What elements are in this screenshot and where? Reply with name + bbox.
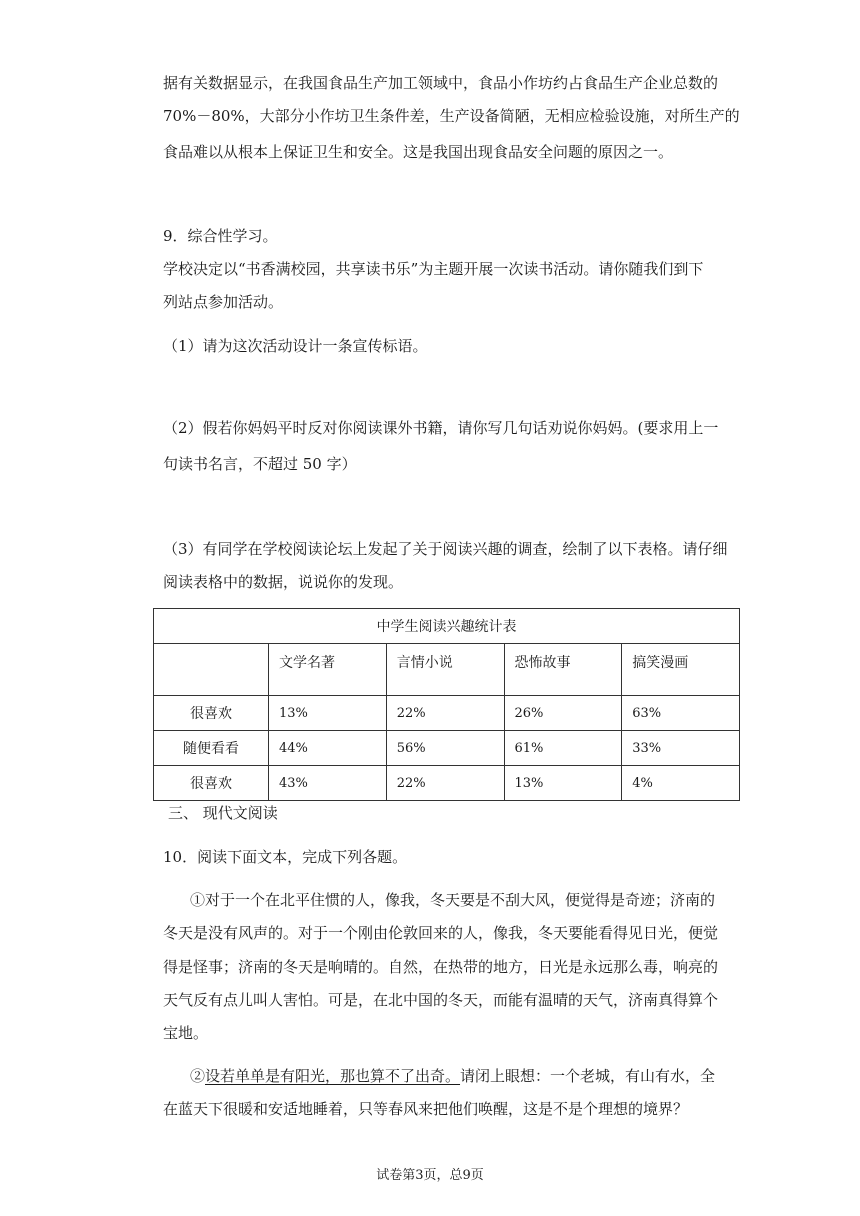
section-title: 三、 现代文阅读: [168, 804, 278, 822]
question-9-part-3: （3）有同学在学校阅读论坛上发起了关于阅读兴趣的调查，绘制了以下表格。请仔细: [163, 540, 728, 558]
reading-interest-table: [153, 608, 740, 801]
passage-line: 70%－80%，大部分小作坊卫生条件差，生产设备简陋，无相应检验设施，对所生产的: [163, 107, 740, 125]
table-cell: 22%: [386, 766, 504, 801]
table-cell: 43%: [269, 766, 387, 801]
table-cell: 44%: [269, 731, 387, 766]
question-9-title: 9．综合性学习。: [163, 227, 278, 245]
passage-line: 据有关数据显示，在我国食品生产加工领域中，食品小作坊约占食品生产企业总数的: [163, 74, 719, 92]
table-cell: 33%: [622, 731, 740, 766]
question-9-intro: 学校决定以“书香满校园，共享读书乐”为主题开展一次读书活动。请你随我们到下: [163, 260, 704, 278]
paragraph-1-line: 冬天是没有风声的。对于一个刚由伦敦回来的人，像我，冬天要能看得见日光，便觉: [163, 924, 719, 942]
question-9-part-2: 句读书名言，不超过 50 字）: [163, 455, 357, 473]
table-row-label: 很喜欢: [154, 696, 269, 731]
table-cell: 13%: [269, 696, 387, 731]
table-caption: 中学生阅读兴趣统计表: [154, 609, 740, 644]
underlined-sentence: 设若单单是有阳光，那也算不了出奇。: [205, 1067, 461, 1085]
paragraph-2-line: [190, 1066, 715, 1086]
table-row: [154, 696, 740, 731]
question-9-part-1: （1）请为这次活动设计一条宣传标语。: [163, 337, 428, 355]
question-10-title: 10．阅读下面文本，完成下列各题。: [163, 848, 408, 866]
table-column-header: 言情小说: [386, 644, 504, 696]
table-column-header: 文学名著: [269, 644, 387, 696]
question-9-intro: 列站点参加活动。: [163, 293, 284, 311]
table-cell: 22%: [386, 696, 504, 731]
table-row: [154, 766, 740, 801]
paragraph-1-line: 得是怪事；济南的冬天是响晴的。自然，在热带的地方，日光是永远那么毒，响亮的: [163, 958, 719, 976]
table-row: [154, 731, 740, 766]
table-row-label: 随便看看: [154, 731, 269, 766]
table-corner-cell: [154, 644, 269, 696]
paragraph-1-line: 宝地。: [163, 1024, 209, 1042]
table-cell: 61%: [504, 731, 622, 766]
table-cell: 4%: [622, 766, 740, 801]
table-header-row: [154, 644, 740, 696]
paragraph-1-line: ①对于一个在北平住惯的人，像我，冬天要是不刮大风，便觉得是奇迹；济南的: [190, 891, 716, 909]
table-cell: 56%: [386, 731, 504, 766]
table-cell: 26%: [504, 696, 622, 731]
table-cell: 63%: [622, 696, 740, 731]
page-footer: 试卷第3页，总9页: [376, 1168, 484, 1183]
passage-line: 食品难以从根本上保证卫生和安全。这是我国出现食品安全问题的原因之一。: [163, 143, 674, 161]
table-column-header: 恐怖故事: [504, 644, 622, 696]
table-row-label: 很喜欢: [154, 766, 269, 801]
paragraph-2-text: 请闭上眼想：一个老城，有山有水，全: [460, 1067, 716, 1085]
question-9-part-2: （2）假若你妈妈平时反对你阅读课外书籍，请你写几句话劝说你妈妈。(要求用上一: [163, 419, 719, 437]
paragraph-1-line: 天气反有点儿叫人害怕。可是，在北中国的冬天，而能有温晴的天气，济南真得算个: [163, 991, 719, 1009]
table-cell: 13%: [504, 766, 622, 801]
paragraph-2-marker: ②: [190, 1067, 206, 1085]
paragraph-2-line: 在蓝天下很暖和安适地睡着，只等春风来把他们唤醒，这是不是个理想的境界？: [163, 1100, 689, 1118]
question-9-part-3: 阅读表格中的数据，说说你的发现。: [163, 573, 404, 591]
table-column-header: 搞笑漫画: [622, 644, 740, 696]
